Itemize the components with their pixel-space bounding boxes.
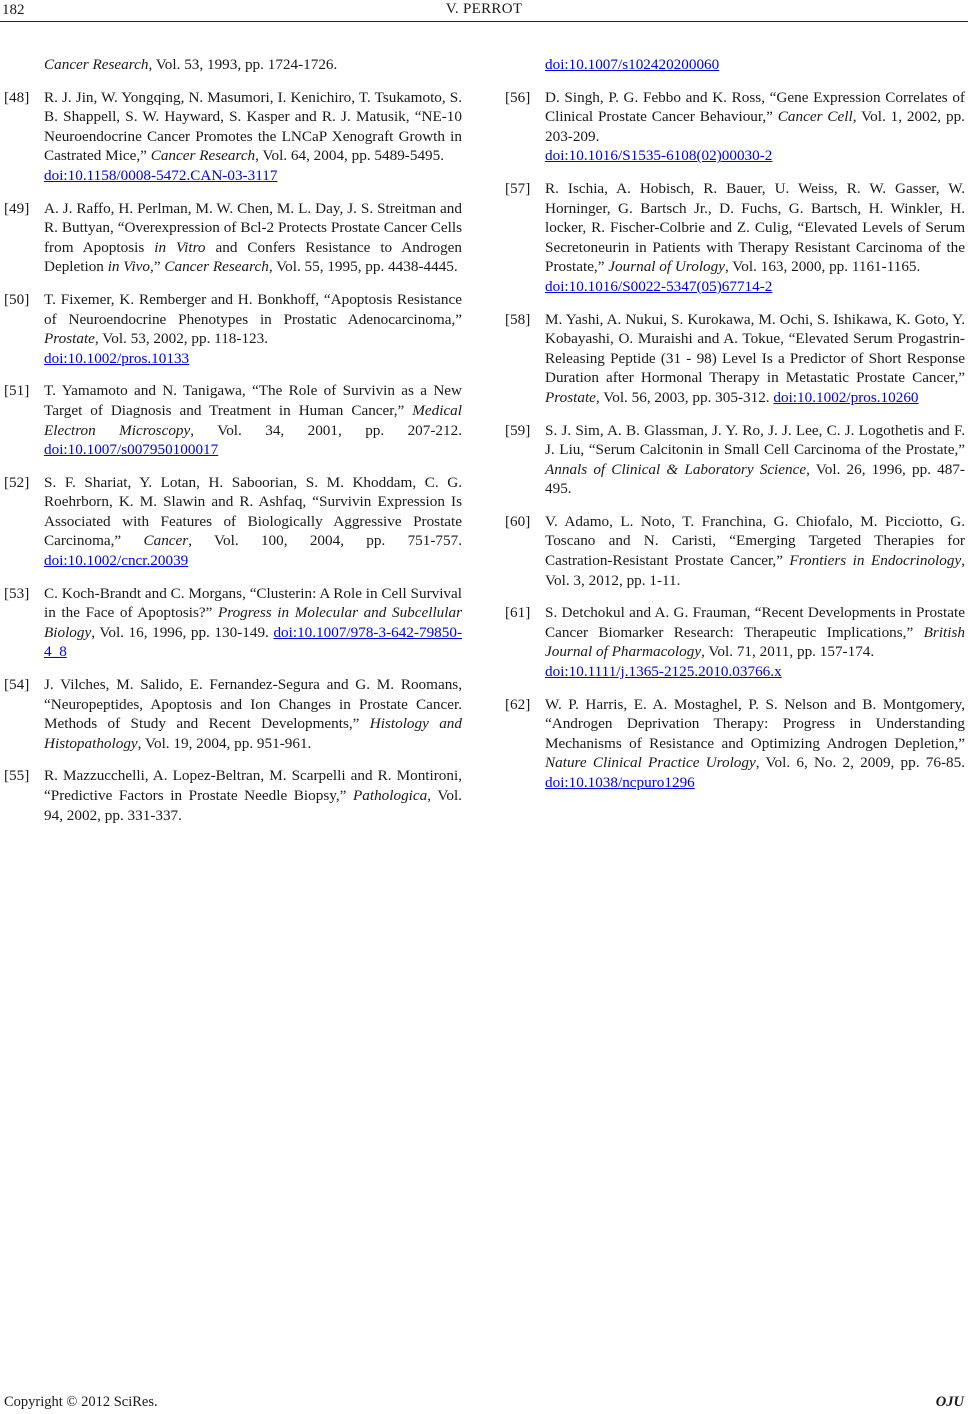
reference-62 <box>505 695 965 793</box>
ref-details: , Vol. 6, No. 2, 2009, pp. 76-85. <box>755 754 966 772</box>
ref-number: [56] <box>505 88 531 106</box>
ref-authors: A. J. Raffo, H. Perlman, M. W. Chen, M. L. Day, J. S. Streitman and R. Buttyan, <box>44 199 462 237</box>
ref-authors: V. Adamo, L. Noto, T. Franchina, G. Chiofalo, M. Picciotto, G. Toscano and N. Caristi, <box>545 512 965 550</box>
ref-title: ,” <box>150 258 165 276</box>
ref-journal: Annals of Clinical & Laboratory Science <box>545 460 807 478</box>
ref-journal: Cancer Research <box>44 56 149 73</box>
ref-authors: M. Yashi, A. Nukui, S. Kurokawa, M. Ochi, S. Ishikawa, K. Goto, Y. Kobayashi, O. Muraishi and A. Tokue, <box>545 310 965 348</box>
ref-details: , Vol. 53, 2002, pp. 118-123. <box>94 330 269 348</box>
reference-57 <box>505 179 965 297</box>
ref-authors: S. F. Shariat, Y. Lotan, H. Saboorian, S. M. Khoddam, C. G. Roehrborn, K. M. Slawin and R. Ashfaq, <box>44 473 462 511</box>
ref-number: [61] <box>505 604 531 622</box>
ref-journal: Progress in Molecular and Subcellular Biology <box>44 604 462 641</box>
ref-details: , Vol. 56, 2003, pp. 305-312. <box>595 388 774 406</box>
ref-journal: Cancer Cell <box>777 108 853 126</box>
ref-journal: Prostate <box>44 330 95 348</box>
doi-link[interactable]: doi:10.1007/s007950100017 <box>44 441 219 459</box>
ref-title: “Survivin Expression Is Associated with Features of Biologically Aggressive Prostate Carcinoma,” <box>44 493 462 550</box>
reference-58 <box>505 310 965 408</box>
doi-link[interactable]: doi:10.1016/S0022-5347(05)67714-2 <box>545 277 773 295</box>
ref-title: “NE-10 Neuroendocrine Cancer Promotes the LNCaP Xenograft Growth in Castrated Mice,” <box>44 108 462 165</box>
ref-number: [52] <box>4 473 30 491</box>
ref-details: , Vol. 16, 1996, pp. 130-149. <box>91 623 274 641</box>
ref-details: , Vol. 26, 1996, pp. 487-495. <box>545 460 965 498</box>
ref-title-italic: in Vivo <box>107 258 151 276</box>
ref-title: “Serum Calcitonin in Small Cell Carcinoma of the Prostate,” <box>588 441 965 459</box>
reference-48 <box>4 88 462 186</box>
doi-link[interactable]: doi:10.1002/pros.10260 <box>773 388 919 406</box>
ref-number: [49] <box>4 199 30 217</box>
ref-details: , Vol. 19, 2004, pp. 951-961. <box>137 734 312 752</box>
ref-details: , Vol. 100, 2004, pp. 751-757. <box>188 532 463 550</box>
ref-number: [51] <box>4 382 30 400</box>
doi-link[interactable]: doi:10.1016/S1535-6108(02)00030-2 <box>545 147 773 165</box>
ref-details: , Vol. 163, 2000, pp. 1161-1165. <box>724 258 921 276</box>
ref-authors: S. J. Sim, A. B. Glassman, J. Y. Ro, J. J. Lee, C. J. Logothetis and F. J. Liu, <box>545 421 965 459</box>
ref-journal: Frontiers in Endocrinology <box>789 552 962 570</box>
ref-authors: C. Koch-Brandt and C. Morgans, <box>44 584 250 602</box>
ref-number: [53] <box>4 584 30 602</box>
ref-title: “Recent Developments in Prostate Cancer Biomarker Research: Therapeutic Implications,” <box>545 604 965 641</box>
right-column <box>505 55 965 806</box>
ref-title-italic: in Vitro <box>154 238 206 256</box>
doi-link[interactable]: doi:10.1007/s102420200060 <box>545 56 720 73</box>
reference-60 <box>505 512 965 590</box>
ref-details: , Vol. 64, 2004, pp. 5489-5495. <box>255 147 445 165</box>
ref-authors: D. Singh, P. G. Febbo and K. Ross, <box>545 88 770 106</box>
reference-56 <box>505 88 965 166</box>
ref-details: , Vol. 3, 2012, pp. 1-11. <box>545 552 966 589</box>
ref-journal: British Journal of Pharmacology <box>545 623 965 661</box>
ref-details: , Vol. 34, 2001, pp. 207-212. <box>190 421 462 439</box>
header-rule <box>0 21 968 22</box>
ref-authors: W. P. Harris, E. A. Mostaghel, P. S. Nelson and B. Montgomery, <box>545 695 965 713</box>
ref-title: “Overexpression of Bcl-2 Protects Prostate Cancer Cells from Apoptosis <box>44 219 462 256</box>
ref-title: “Neuropeptides, Apoptosis and Ion Changes in Prostate Cancer. Methods of Study and Recent Developments,” <box>44 695 462 733</box>
ref-number: [50] <box>4 290 30 308</box>
ref-authors: R. Ischia, A. Hobisch, R. Bauer, U. Weiss, R. W. Gasser, W. Horninger, G. Bartsch Jr., D. Fuchs, G. Bartsch, H. Winkler, H. locker, R. Fischer-Colbrie and Z. Culig, <box>545 179 965 237</box>
reference-59 <box>505 421 965 499</box>
ref-number: [58] <box>505 310 531 328</box>
reference-53 <box>4 584 462 662</box>
left-column <box>4 55 462 838</box>
ref-authors: T. Yamamoto and N. Tanigawa, <box>44 382 252 400</box>
ref-details: , Vol. 55, 1995, pp. 4438-4445. <box>268 258 458 276</box>
ref-journal: Pathologica <box>352 787 428 804</box>
ref-title: “Predictive Factors in Prostate Needle Biopsy,” <box>44 787 353 804</box>
ref-details: , Vol. 71, 2011, pp. 157-174. <box>701 643 875 661</box>
page-number: 182 <box>2 2 25 18</box>
ref-journal: Cancer <box>143 532 189 550</box>
ref-title: “Elevated Levels of Serum Secretoneurin in Patients with Therapy Resistant Carcinoma of the Prostate,” <box>545 219 966 276</box>
ref-authors: T. Fixemer, K. Remberger and H. Bonkhoff, <box>44 290 324 308</box>
ref-journal: Nature Clinical Practice Urology <box>545 754 756 772</box>
ref-number: [57] <box>505 179 531 197</box>
ref-number: [54] <box>4 676 30 694</box>
ref-authors: S. Detchokul and A. G. Frauman, <box>545 604 755 622</box>
ref-journal: Journal of Urology <box>608 258 725 276</box>
ref-journal: Histology and Histopathology <box>44 715 462 752</box>
footer-copyright: Copyright © 2012 SciRes. <box>4 1394 158 1410</box>
ref-number: [48] <box>4 88 30 106</box>
running-head: V. PERROT <box>445 1 523 17</box>
doi-link[interactable]: doi:10.1158/0008-5472.CAN-03-3117 <box>44 166 278 184</box>
reference-50 <box>4 290 462 368</box>
ref-journal: Cancer Research <box>164 258 269 276</box>
reference-49 <box>4 199 462 277</box>
doi-link[interactable]: doi:10.1111/j.1365-2125.2010.03766.x <box>545 663 782 681</box>
ref-title: “Elevated Serum Progastrin-Releasing Peptide (31 - 98) Level Is a Predictor of Short Response Duration after Hormonal Therapy in Metastatic Prostate Cancer,” <box>545 330 965 387</box>
footer-journal-name: OJU <box>935 1394 964 1410</box>
reference-51 <box>4 381 462 459</box>
ref-number: [55] <box>4 767 30 785</box>
reference-continuation <box>4 55 462 75</box>
ref-title: “The Role of Survivin as a New Target of Diagnosis and Treatment in Human Cancer,” <box>44 382 463 419</box>
ref-title: and Confers Resistance to Androgen Depletion <box>44 238 463 276</box>
ref-title: “Clusterin: A Role in Cell Survival in the Face of Apoptosis?” <box>44 584 462 622</box>
doi-link[interactable]: doi:10.1007/978-3-642-79850-4_8 <box>44 623 462 661</box>
doi-link[interactable]: doi:10.1038/ncpuro1296 <box>545 774 695 791</box>
ref-authors: R. J. Jin, W. Yongqing, N. Masumori, I. Kenichiro, T. Tsukamoto, S. B. Shappell, S. W. Hayward, S. Kasper and R. J. Matusik, <box>44 88 462 126</box>
ref-details: , Vol. 53, 1993, pp. 1724-1726. <box>148 56 338 73</box>
ref-details: , Vol. 1, 2002, pp. 203-209. <box>545 108 965 145</box>
reference-55 <box>4 766 462 825</box>
reference-61 <box>505 603 965 681</box>
ref-title: “Gene Expression Correlates of Clinical Prostate Cancer Behaviour,” <box>545 88 965 126</box>
doi-link[interactable]: doi:10.1002/cncr.20039 <box>44 552 189 570</box>
ref-journal: Prostate <box>545 388 596 406</box>
page-header <box>0 0 968 22</box>
ref-title: “Emerging Targeted Therapies for Castration-Resistant Prostate Cancer,” <box>545 532 965 570</box>
ref-authors: R. Mazzucchelli, A. Lopez-Beltran, M. Scarpelli and R. Montironi, <box>44 767 462 785</box>
ref-title: “Androgen Deprivation Therapy: Progress in Understanding Mechanisms of Resistance and Optimizing Androgen Depletion,” <box>545 715 965 752</box>
ref-title: “Apoptosis Resistance of Neuroendocrine Phenotypes in Prostatic Adenocarcinoma,” <box>44 290 463 328</box>
ref-number: [62] <box>505 695 531 713</box>
doi-link[interactable]: doi:10.1002/pros.10133 <box>44 349 190 367</box>
ref-number: [60] <box>505 512 531 530</box>
ref-details: , Vol. 94, 2002, pp. 331-337. <box>44 787 462 824</box>
reference-54 <box>4 675 462 753</box>
ref-journal: Medical Electron Microscopy <box>44 401 462 439</box>
reference-continuation <box>505 55 965 75</box>
reference-52 <box>4 473 462 571</box>
ref-number: [59] <box>505 421 531 439</box>
ref-journal: Cancer Research <box>150 147 256 165</box>
ref-authors: J. Vilches, M. Salido, E. Fernandez-Segura and G. M. Roomans, <box>44 676 462 694</box>
